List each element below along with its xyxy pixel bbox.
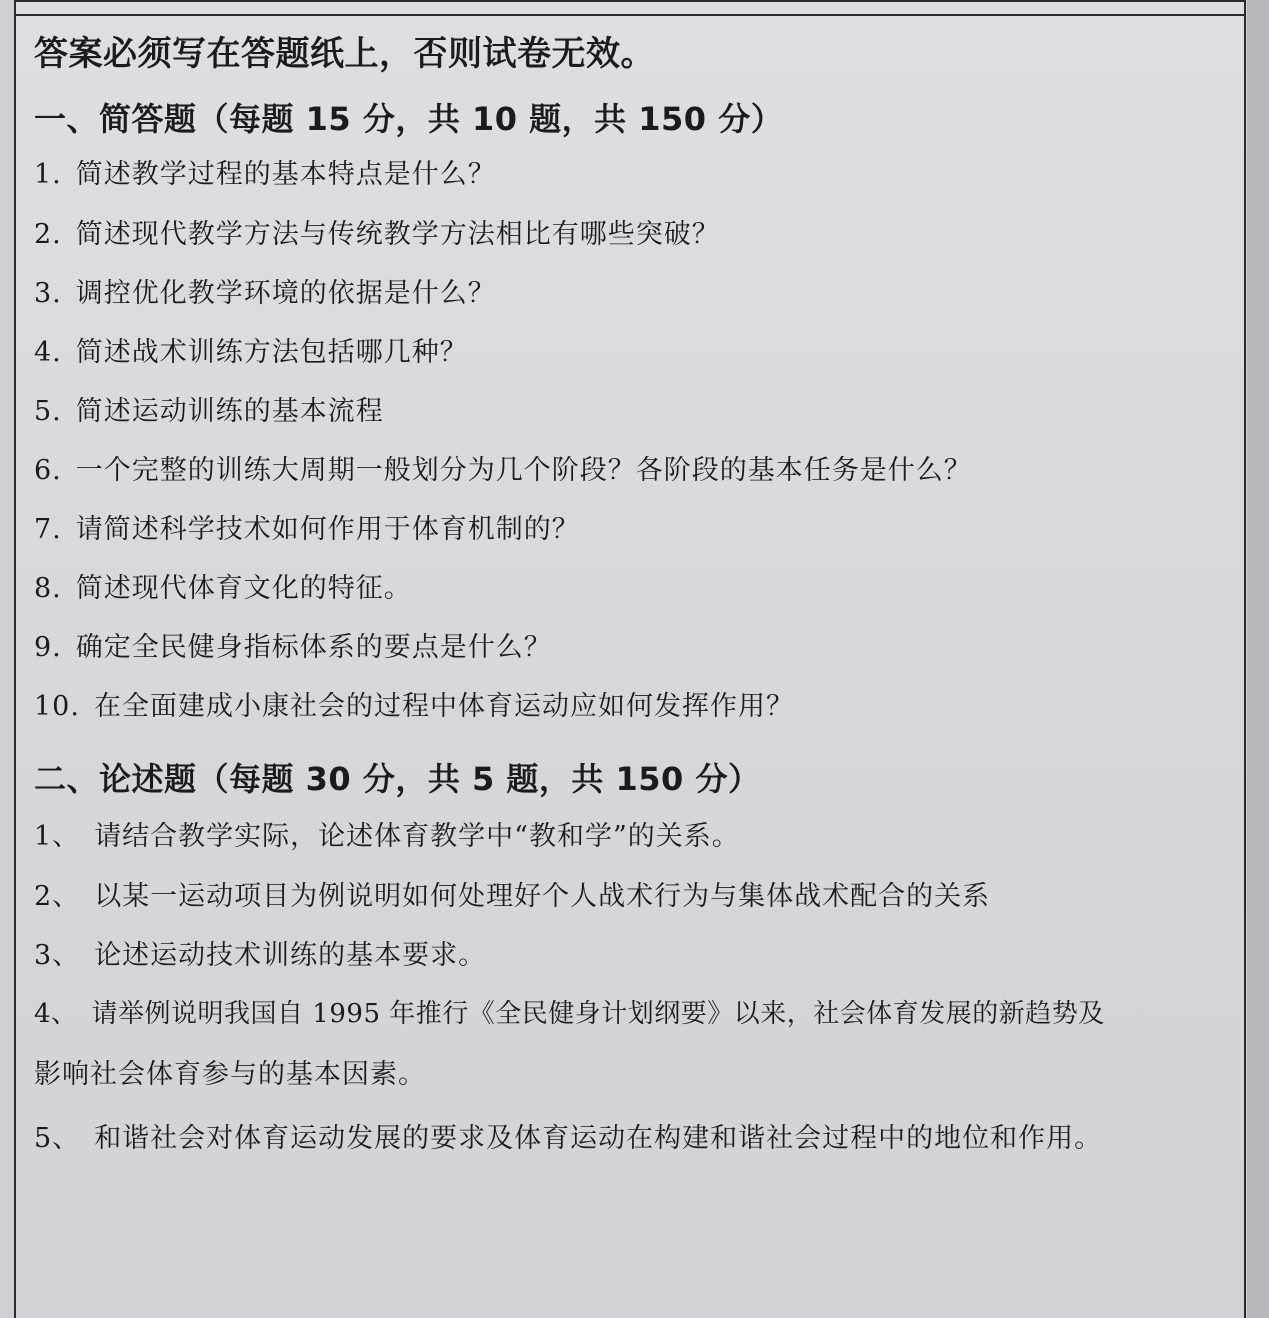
section1-title: 一、简答题（每题 15 分，共 10 题，共 150 分）	[34, 100, 784, 138]
question-number: 5、	[34, 1123, 81, 1154]
question-number: 2.	[34, 219, 62, 250]
question-text: 简述现代体育文化的特征。	[75, 573, 412, 604]
section1-question-9	[34, 625, 552, 664]
question-number: 2、	[34, 881, 81, 912]
question-number: 10.	[34, 691, 80, 722]
question-text: 简述现代教学方法与传统教学方法相比有哪些突破？	[75, 219, 720, 250]
question-number: 3、	[34, 940, 81, 971]
section2-question-3	[34, 933, 486, 972]
page-edge-shadow	[1247, 0, 1269, 1318]
section2-question-2	[34, 874, 990, 913]
question-text: 确定全民健身指标体系的要点是什么？	[75, 632, 552, 663]
exam-notice: 答案必须写在答题纸上，否则试卷无效。	[34, 34, 655, 74]
question-text: 简述教学过程的基本特点是什么？	[75, 159, 496, 190]
question-text: 请简述科学技术如何作用于体育机制的？	[75, 514, 580, 545]
question-number: 8.	[34, 573, 62, 604]
section1-question-6	[34, 448, 972, 487]
question-text: 以某一运动项目为例说明如何处理好个人战术行为与集体战术配合的关系	[94, 881, 991, 912]
section1-question-3	[34, 271, 496, 310]
question-text: 论述运动技术训练的基本要求。	[94, 940, 487, 971]
question-text: 简述战术训练方法包括哪几种？	[75, 337, 468, 368]
question-number: 4、	[34, 999, 78, 1029]
question-number: 4.	[34, 337, 62, 368]
question-text: 和谐社会对体育运动发展的要求及体育运动在构建和谐社会过程中的地位和作用。	[94, 1123, 1103, 1154]
section2-question-4-continuation: 影响社会体育参与的基本因素。	[34, 1059, 426, 1090]
question-number: 7.	[34, 514, 62, 545]
question-number: 1.	[34, 159, 62, 190]
section2-question-5	[34, 1116, 1102, 1155]
question-number: 5.	[34, 396, 62, 427]
section1-question-4	[34, 330, 468, 369]
question-number: 6.	[34, 455, 62, 486]
section1-question-7	[34, 507, 580, 546]
exam-sheet	[14, 0, 1246, 1318]
section1-question-8	[34, 566, 412, 605]
question-text: 一个完整的训练大周期一般划分为几个阶段？各阶段的基本任务是什么？	[75, 455, 972, 486]
section2-question-1	[34, 814, 740, 853]
section2-title: 二、论述题（每题 30 分，共 5 题，共 150 分）	[34, 760, 761, 798]
section1-question-10	[34, 684, 794, 723]
question-text: 在全面建成小康社会的过程中体育运动应如何发挥作用？	[93, 691, 794, 722]
top-rule	[16, 14, 1244, 16]
question-text: 简述运动训练的基本流程	[75, 396, 384, 427]
question-text: 请结合教学实际，论述体育教学中“教和学”的关系。	[94, 821, 740, 852]
section2-question-4	[34, 993, 1105, 1030]
question-number: 1、	[34, 821, 81, 852]
question-text: 调控优化教学环境的依据是什么？	[75, 278, 496, 309]
question-number: 3.	[34, 278, 62, 309]
section1-question-2	[34, 212, 720, 251]
question-number: 9.	[34, 632, 62, 663]
section1-question-1	[34, 152, 496, 191]
section1-question-5	[34, 389, 384, 428]
question-text: 请举例说明我国自 1995 年推行《全民健身计划纲要》以来，社会体育发展的新趋势及	[91, 999, 1105, 1029]
